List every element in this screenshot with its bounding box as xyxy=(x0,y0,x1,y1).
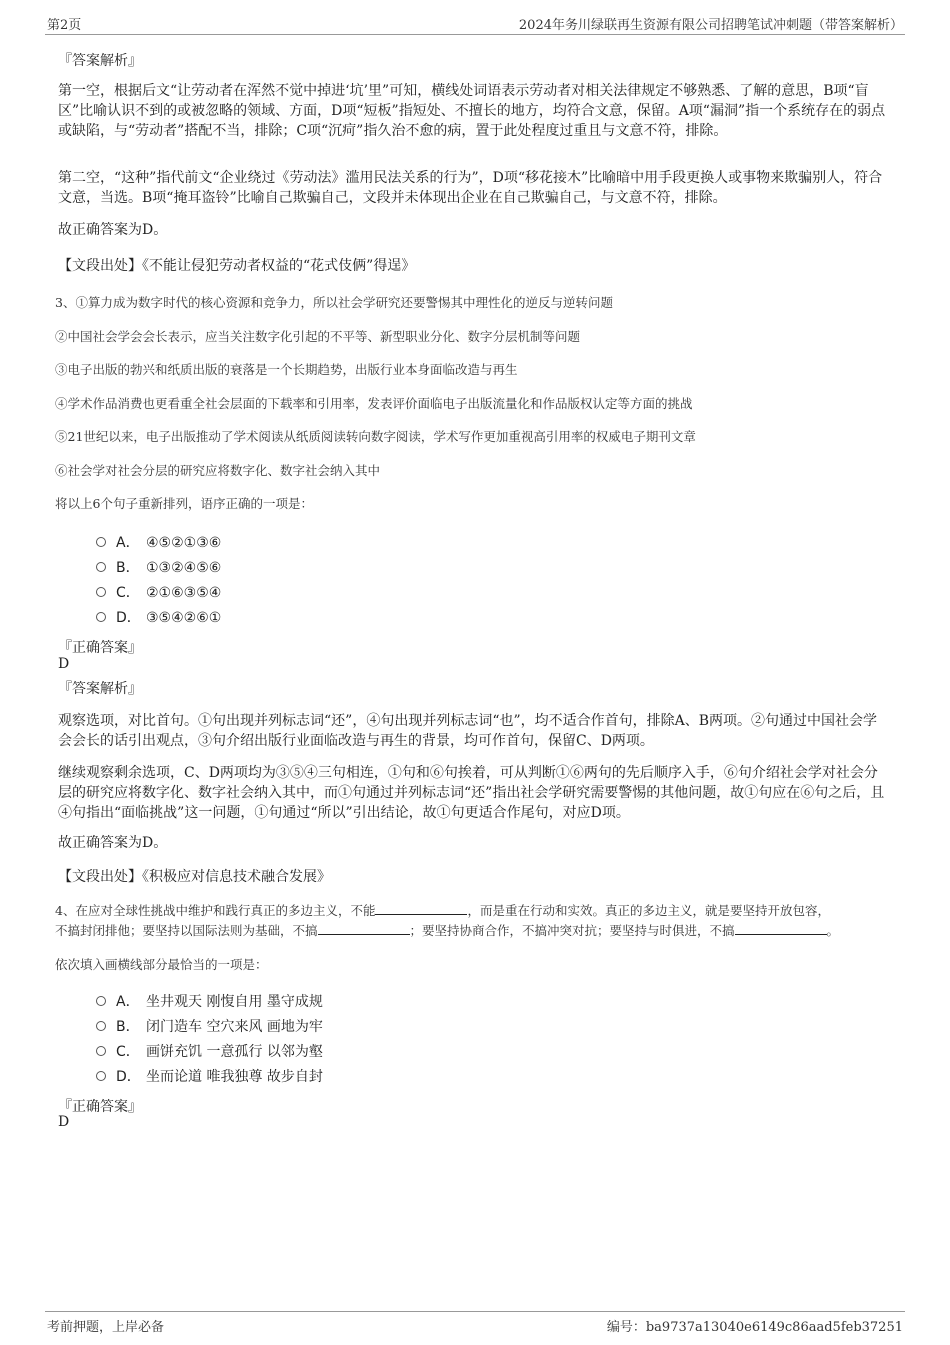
q3-option-d[interactable]: D． ③⑤④②⑥① xyxy=(96,607,221,627)
answer-conclusion: 故正确答案为D。 xyxy=(58,835,168,851)
question-4-stem-line-1: 4、在应对全球性挑战中维护和践行真正的多边主义，不能 ，而是重在行动和实效。真正的多边主义，就是要坚持开放包容， xyxy=(55,903,830,918)
text-source: 【文段出处】《不能让侵犯劳动者权益的“花式伎俩”得逞》 xyxy=(58,258,416,274)
document-id: 编号：ba9737a13040e6149c86aad5feb37251 xyxy=(606,1320,903,1335)
question-3-sentence-3: ③电子出版的勃兴和纸质出版的衰落是一个长期趋势，出版行业本身面临改造与再生 xyxy=(55,362,518,377)
radio-icon[interactable] xyxy=(96,537,106,547)
question-3-sentence-6: ⑥社会学对社会分层的研究应将数字化、数字社会纳入其中 xyxy=(55,463,381,478)
q3-option-b[interactable]: B． ①③②④⑤⑥ xyxy=(96,557,221,577)
radio-icon[interactable] xyxy=(96,1021,106,1031)
answer-conclusion: 故正确答案为D。 xyxy=(58,222,168,238)
fill-blank xyxy=(735,922,827,935)
page-number: 第2页 xyxy=(47,18,82,33)
radio-icon[interactable] xyxy=(96,612,106,622)
q4-option-a[interactable]: A． 坐井观天 刚愎自用 墨守成规 xyxy=(96,991,323,1011)
question-3-sentence-4: ④学术作品消费也更看重全社会层面的下载率和引用率，发表评价面临电子出版流量化和作品版权认定等方面的挑战 xyxy=(55,396,693,411)
question-prompt: 依次填入画横线部分最恰当的一项是： xyxy=(55,957,268,972)
q3-option-c[interactable]: C． ②①⑥③⑤④ xyxy=(96,582,221,602)
analysis-paragraph: 观察选项，对比首句。①句出现并列标志词“还”，④句出现并列标志词“也”，均不适合作首句，排除A、B两项。②句通过中国社会学会会长的话引出观点，③句介绍出版行业面临改造与再生的背景，均可作首句，保留C、D两项。 xyxy=(58,713,878,749)
fill-blank xyxy=(375,902,467,915)
question-3-sentence-2: ②中国社会学会会长表示，应当关注数字化引起的不平等、新型职业分化、数字分层机制等问题 xyxy=(55,329,581,344)
page-header xyxy=(45,12,905,35)
text-source: 【文段出处】《积极应对信息技术融合发展》 xyxy=(58,869,331,885)
page-footer xyxy=(45,1311,905,1336)
question-4-stem-line-2: 不搞封闭排他；要坚持以国际法则为基础，不搞 ；要坚持协商合作，不搞冲突对抗；要坚持与时俱进，不搞 。 xyxy=(55,923,840,938)
correct-answer-label: 『正确答案』 xyxy=(58,640,142,656)
q4-option-b[interactable]: B． 闭门造车 空穴来风 画地为牢 xyxy=(96,1016,323,1036)
correct-answer: D xyxy=(58,656,70,672)
analysis-label: 『答案解析』 xyxy=(58,681,142,697)
q4-option-c[interactable]: C． 画饼充饥 一意孤行 以邻为壑 xyxy=(96,1041,323,1061)
analysis-paragraph: 第一空，根据后文“让劳动者在浑然不觉中掉进‘坑’里”可知，横线处词语表示劳动者对相关法律规定不够熟悉、了解的意思，B项“盲区”比喻认识不到的或被忽略的领域、方面，D项“短板”指短处、不擅长的地方，均符合文意，保留。A项“漏洞”指一个系统存在的弱点或缺陷，与“劳动者”搭配不当，排除；C项“沉疴”指久治不愈的病，置于此处程度过重且与文意不符，排除。 xyxy=(58,83,886,139)
correct-answer: D xyxy=(58,1114,70,1130)
question-prompt: 将以上6个句子重新排列，语序正确的一项是： xyxy=(55,496,313,511)
question-3-sentence-5: ⑤21世纪以来，电子出版推动了学术阅读从纸质阅读转向数字阅读，学术写作更加重视高引用率的权威电子期刊文章 xyxy=(55,429,696,444)
correct-answer-label: 『正确答案』 xyxy=(58,1099,142,1115)
q4-option-d[interactable]: D． 坐而论道 唯我独尊 故步自封 xyxy=(96,1066,323,1086)
radio-icon[interactable] xyxy=(96,562,106,572)
footer-slogan: 考前押题，上岸必备 xyxy=(47,1320,165,1335)
question-3-sentence-1: 3、①算力成为数字时代的核心资源和竞争力，所以社会学研究还要警惕其中理性化的逆反与逆转问题 xyxy=(55,295,613,310)
radio-icon[interactable] xyxy=(96,996,106,1006)
q3-option-a[interactable]: A． ④⑤②①③⑥ xyxy=(96,532,221,552)
document-title: 2024年务川绿联再生资源有限公司招聘笔试冲刺题（带答案解析） xyxy=(518,18,903,33)
analysis-label: 『答案解析』 xyxy=(58,53,142,69)
radio-icon[interactable] xyxy=(96,1046,106,1056)
fill-blank xyxy=(318,922,410,935)
radio-icon[interactable] xyxy=(96,1071,106,1081)
analysis-paragraph: 继续观察剩余选项，C、D两项均为③⑤④三句相连，①句和⑥句挨着，可从判断①⑥两句的先后顺序入手，⑥句介绍社会学对社会分层的研究应将数字化、数字社会纳入其中，而①句通过并列标志词“还”指出社会学研究需要警惕的其他问题，故①句应在⑥句之后，且④句指出“面临挑战”这一问题，①句通过“所以”引出结论，故①句更适合作尾句，对应D项。 xyxy=(58,765,885,821)
radio-icon[interactable] xyxy=(96,587,106,597)
analysis-paragraph: 第二空，“这种”指代前文“企业绕过《劳动法》滥用民法关系的行为”，D项“移花接木”比喻暗中用手段更换人或事物来欺骗别人，符合文意，当选。B项“掩耳盗铃”比喻自己欺骗自己，文段并未体现出企业在自己欺骗自己，与文意不符，排除。 xyxy=(58,170,883,206)
